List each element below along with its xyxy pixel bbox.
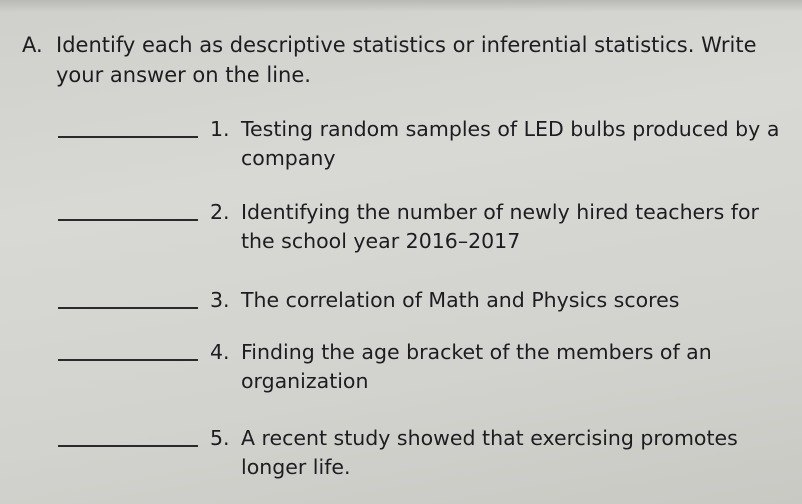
question-item-2 — [58, 198, 788, 258]
item-number-3: 3. — [210, 288, 230, 312]
answer-line-5[interactable] — [58, 445, 198, 447]
section-a-instruction — [22, 30, 792, 90]
question-item-3 — [58, 286, 788, 316]
answer-line-4[interactable] — [58, 359, 198, 361]
answer-line-1[interactable] — [58, 136, 198, 138]
instruction-text-1: Identify each as descriptive statistics or inferential statistics. Write — [56, 33, 757, 57]
instruction-line-1 — [22, 30, 792, 60]
item-number-5: 5. — [210, 426, 230, 450]
item-text-1: Testing random samples of LED bulbs produced by a company — [241, 117, 780, 170]
question-item-1 — [58, 115, 788, 175]
section-letter: A. — [22, 33, 43, 57]
item-text-5: A recent study showed that exercising promotes longer life. — [241, 426, 738, 479]
page-top-edge — [0, 0, 802, 12]
answer-line-3[interactable] — [58, 307, 198, 309]
item-text-4: Finding the age bracket of the members of an organization — [241, 340, 712, 393]
instruction-line-2: your answer on the line. — [56, 63, 311, 87]
question-item-5 — [58, 424, 788, 484]
item-text-3: The correlation of Math and Physics scores — [241, 288, 680, 312]
item-number-2: 2. — [210, 200, 230, 224]
item-number-4: 4. — [210, 340, 230, 364]
question-item-4 — [58, 338, 788, 398]
item-number-1: 1. — [210, 117, 230, 141]
item-text-2: Identifying the number of newly hired teachers for the school year 2016–2017 — [241, 200, 759, 253]
answer-line-2[interactable] — [58, 219, 198, 221]
